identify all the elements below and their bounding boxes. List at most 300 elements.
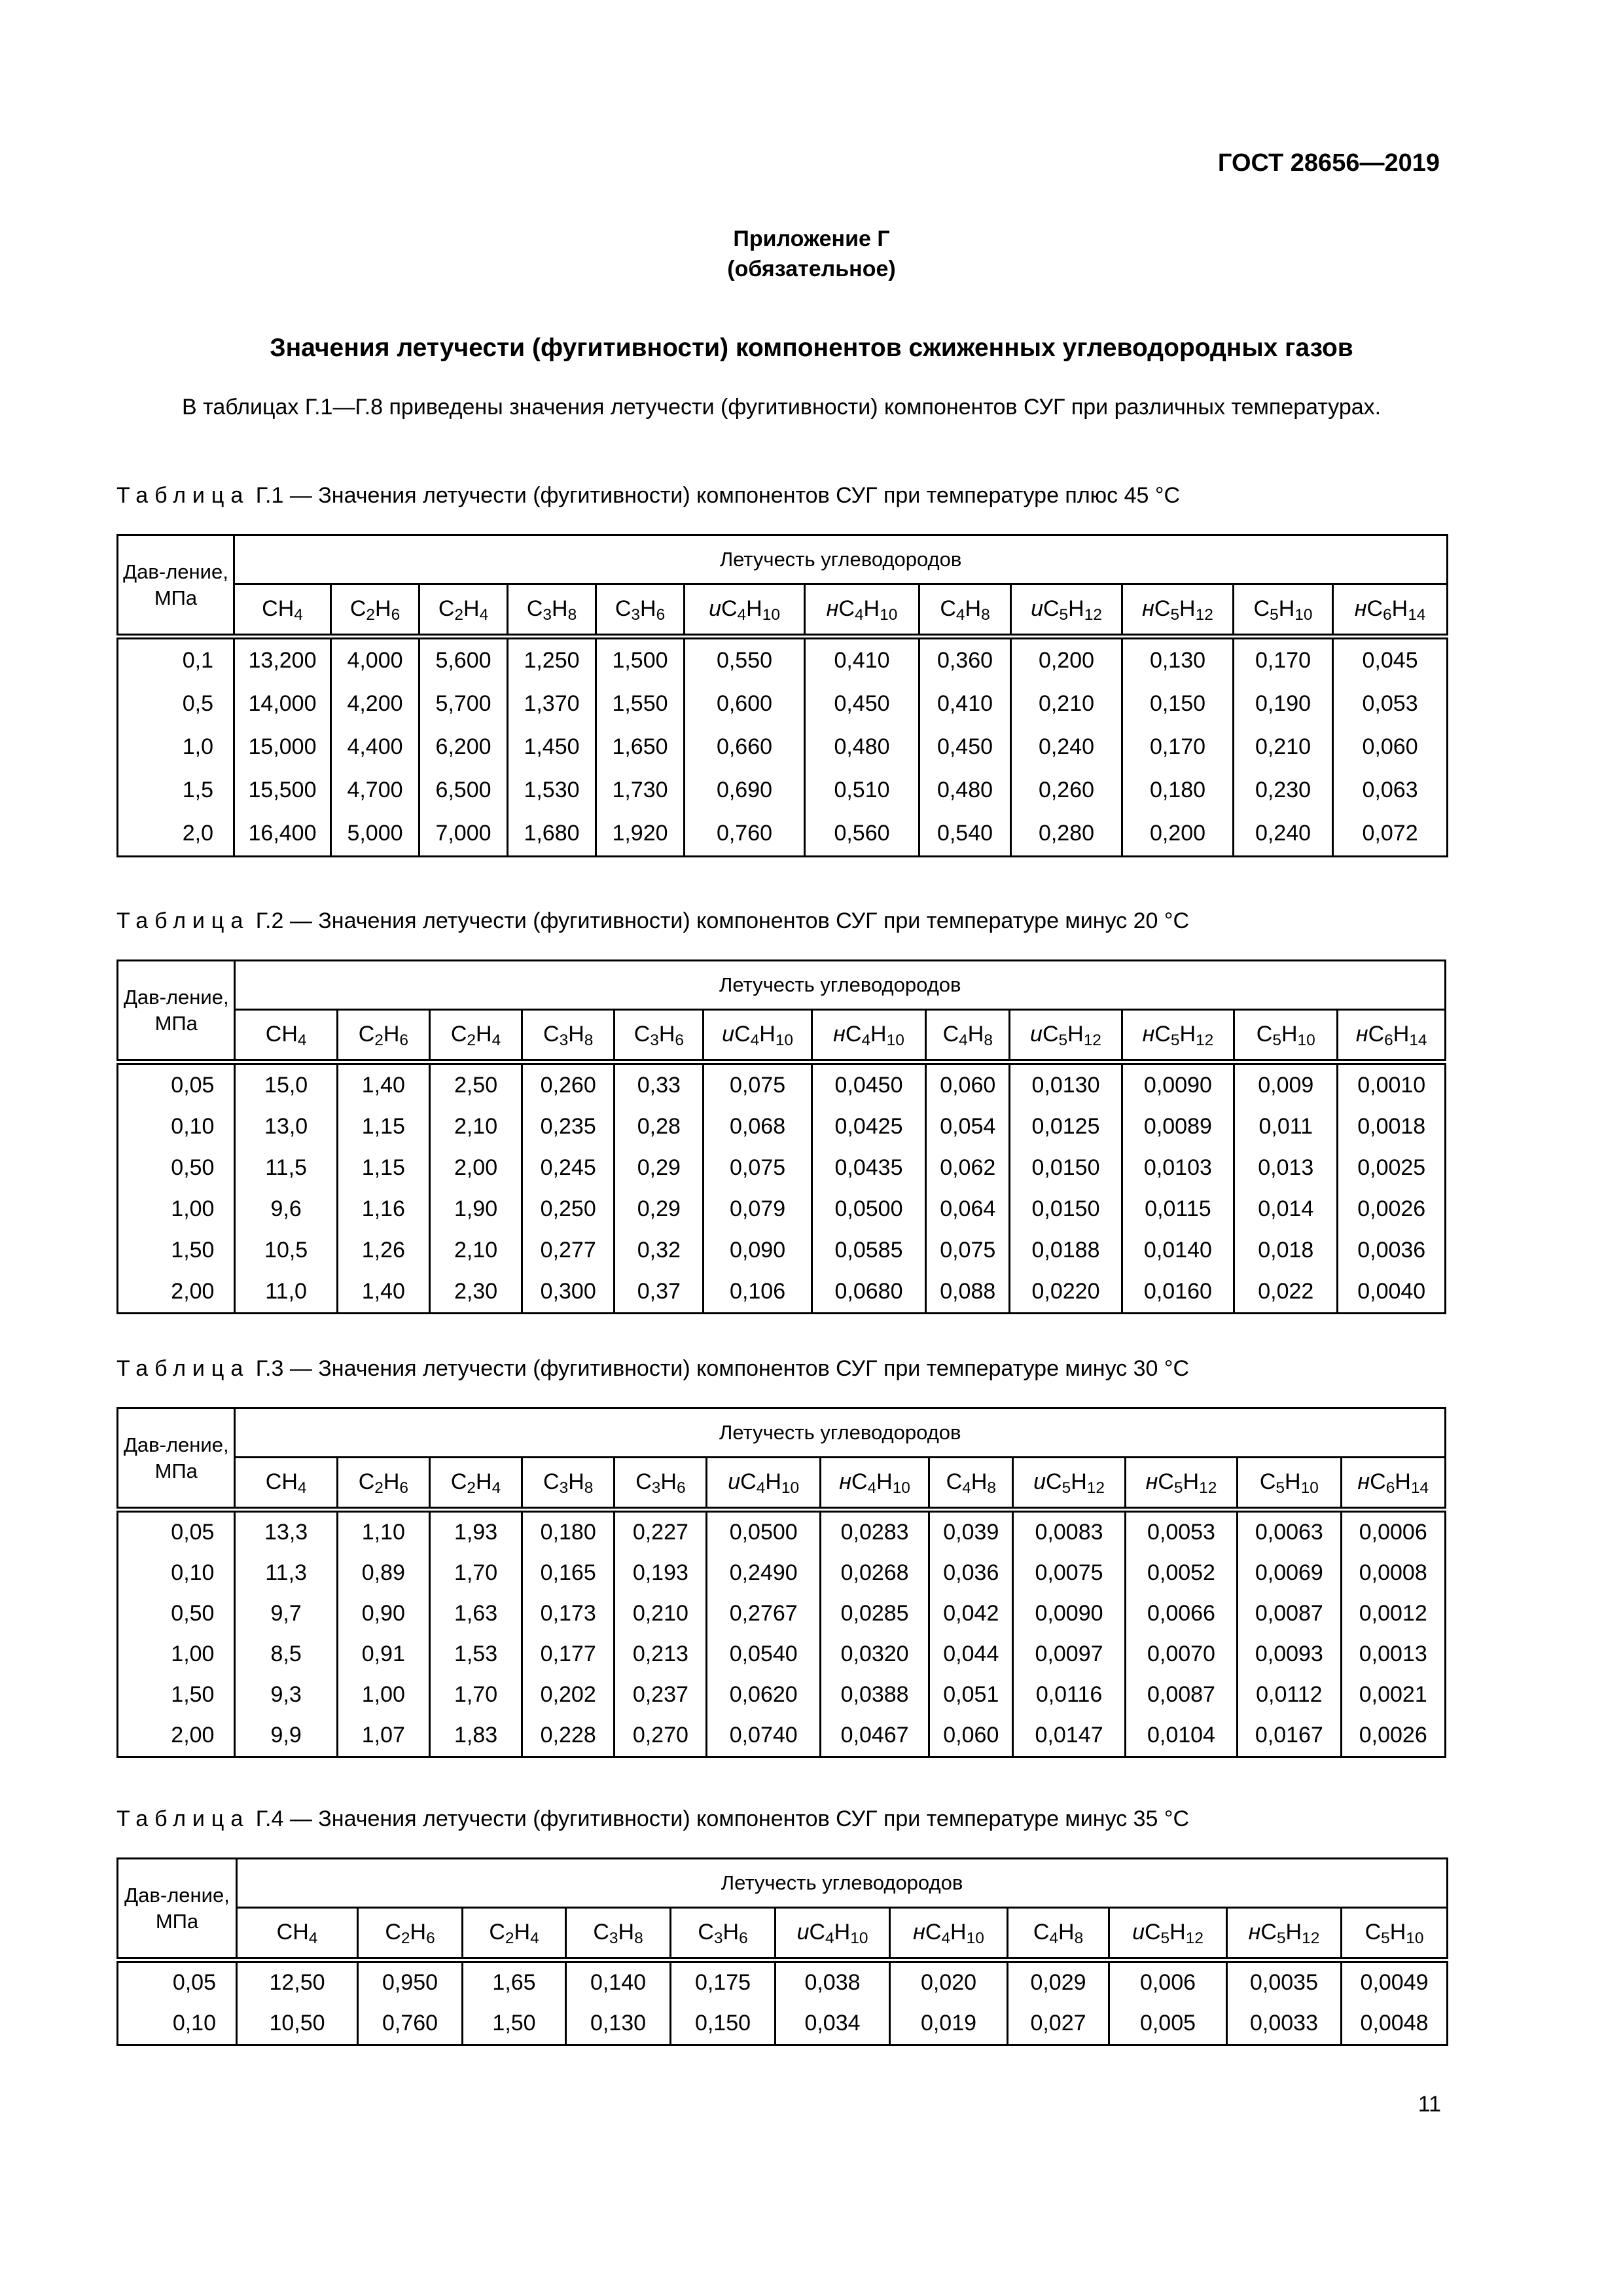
value-cell: 0,0089 — [1122, 1106, 1234, 1147]
value-cell: 1,07 — [337, 1715, 429, 1757]
value-cell: 0,33 — [615, 1062, 704, 1107]
value-cell: 0,062 — [926, 1147, 1010, 1189]
pressure-cell: 0,50 — [118, 1594, 235, 1634]
value-cell: 0,072 — [1333, 812, 1448, 857]
pressure-cell: 1,00 — [118, 1189, 235, 1230]
table-label: Таблица — [116, 483, 250, 508]
value-cell: 1,550 — [596, 683, 685, 726]
column-header: $иC_5H_{12}$ — [1011, 584, 1122, 637]
value-cell: 0,150 — [1122, 683, 1234, 726]
value-cell: 0,28 — [615, 1106, 704, 1147]
value-cell: 0,0740 — [707, 1715, 820, 1757]
value-cell: 0,075 — [704, 1062, 812, 1107]
value-cell: 0,0048 — [1342, 2003, 1448, 2045]
value-cell: 0,053 — [1333, 683, 1448, 726]
column-header: $иC_4H_{10}$ — [685, 584, 805, 637]
table-caption-4 — [116, 1806, 1189, 1832]
table-caption-2 — [116, 908, 1189, 934]
value-cell: 1,00 — [337, 1675, 429, 1715]
pressure-cell: 2,00 — [118, 1271, 235, 1314]
value-cell: 0,0125 — [1010, 1106, 1122, 1147]
value-cell: 0,075 — [926, 1230, 1010, 1271]
pressure-header: Дав-ление, МПа — [118, 961, 235, 1062]
value-cell: 0,0150 — [1010, 1189, 1122, 1230]
annex-block — [0, 224, 1623, 284]
table-row — [118, 769, 1448, 812]
value-cell: 11,5 — [235, 1147, 337, 1189]
column-header: $нC_6H_{14}$ — [1341, 1458, 1446, 1510]
value-cell: 15,500 — [234, 769, 331, 812]
column-header: $нC_4H_{10}$ — [812, 1010, 925, 1062]
pressure-header: Дав-ление, МПа — [118, 1859, 237, 1960]
value-cell: 0,0150 — [1010, 1147, 1122, 1189]
value-cell: 0,064 — [926, 1189, 1010, 1230]
value-cell: 0,0103 — [1122, 1147, 1234, 1189]
value-cell: 0,130 — [566, 2003, 671, 2045]
value-cell: 0,0188 — [1010, 1230, 1122, 1271]
value-cell: 0,360 — [919, 637, 1011, 683]
value-cell: 1,10 — [337, 1510, 429, 1554]
value-cell: 1,680 — [508, 812, 596, 857]
value-cell: 0,0147 — [1013, 1715, 1125, 1757]
value-cell: 0,240 — [1011, 726, 1122, 769]
column-header: $C_4H_8$ — [929, 1458, 1013, 1510]
value-cell: 0,235 — [522, 1106, 615, 1147]
value-cell: 0,0435 — [812, 1147, 925, 1189]
value-cell: 1,920 — [596, 812, 685, 857]
value-cell: 1,730 — [596, 769, 685, 812]
value-cell: 13,200 — [234, 637, 331, 683]
column-header: $иC_5H_{12}$ — [1109, 1908, 1227, 1960]
column-header: $C_2H_4$ — [463, 1908, 566, 1960]
value-cell: 0,0066 — [1125, 1594, 1237, 1634]
value-cell: 4,400 — [331, 726, 419, 769]
value-cell: 0,0283 — [820, 1510, 929, 1554]
pressure-header: Дав-ление, МПа — [118, 1408, 235, 1510]
value-cell: 0,0112 — [1238, 1675, 1341, 1715]
column-header: $C_2H_6$ — [337, 1010, 429, 1062]
value-cell: 1,53 — [429, 1634, 522, 1675]
value-cell: 9,3 — [235, 1675, 337, 1715]
value-cell: 0,075 — [704, 1147, 812, 1189]
value-cell: 0,550 — [685, 637, 805, 683]
value-cell: 1,70 — [429, 1675, 522, 1715]
value-cell: 2,10 — [429, 1230, 522, 1271]
pressure-cell: 0,05 — [118, 1062, 235, 1107]
value-cell: 0,034 — [776, 2003, 890, 2045]
column-header: $C_3H_6$ — [615, 1010, 704, 1062]
value-cell: 0,89 — [337, 1553, 429, 1594]
table-row — [118, 637, 1448, 683]
value-cell: 0,950 — [358, 1960, 463, 2004]
value-cell: 0,175 — [671, 1960, 776, 2004]
pressure-cell: 1,00 — [118, 1634, 235, 1675]
value-cell: 1,500 — [596, 637, 685, 683]
value-cell: 0,270 — [615, 1715, 707, 1757]
value-cell: 0,37 — [615, 1271, 704, 1314]
value-cell: 4,200 — [331, 683, 419, 726]
value-cell: 0,0087 — [1125, 1675, 1237, 1715]
column-header: $C_4H_8$ — [926, 1010, 1010, 1062]
pressure-cell: 0,5 — [118, 683, 234, 726]
value-cell: 13,3 — [235, 1510, 337, 1554]
value-cell: 0,210 — [615, 1594, 707, 1634]
value-cell: 0,0467 — [820, 1715, 929, 1757]
value-cell: 0,210 — [1234, 726, 1333, 769]
value-cell: 15,0 — [235, 1062, 337, 1107]
table-caption-1 — [116, 483, 1180, 509]
table-caption-text: Г.4 — Значения летучести (фугитивности) компонентов СУГ при температуре минус 35 °С — [255, 1806, 1190, 1831]
value-cell: 0,600 — [685, 683, 805, 726]
column-header: $C_2H_6$ — [331, 584, 419, 637]
column-header: $C_2H_4$ — [429, 1010, 522, 1062]
value-cell: 0,014 — [1234, 1189, 1338, 1230]
value-cell: 0,0680 — [812, 1271, 925, 1314]
value-cell: 0,0033 — [1227, 2003, 1342, 2045]
value-cell: 0,560 — [805, 812, 919, 857]
column-header: $иC_5H_{12}$ — [1010, 1010, 1122, 1062]
column-header: $CH_4$ — [235, 1458, 337, 1510]
value-cell: 0,0090 — [1122, 1062, 1234, 1107]
value-cell: 0,0069 — [1238, 1553, 1341, 1594]
value-cell: 0,0026 — [1338, 1189, 1446, 1230]
value-cell: 0,0093 — [1238, 1634, 1341, 1675]
column-header: $C_4H_8$ — [919, 584, 1011, 637]
value-cell: 1,250 — [508, 637, 596, 683]
value-cell: 4,700 — [331, 769, 419, 812]
table-label: Таблица — [116, 908, 250, 933]
value-cell: 12,50 — [237, 1960, 358, 2004]
value-cell: 0,068 — [704, 1106, 812, 1147]
table-row — [118, 1271, 1446, 1314]
value-cell: 10,5 — [235, 1230, 337, 1271]
table-caption-text: Г.1 — Значения летучести (фугитивности) компонентов СУГ при температуре плюс 45 °С — [255, 483, 1181, 508]
value-cell: 0,079 — [704, 1189, 812, 1230]
value-cell: 0,0585 — [812, 1230, 925, 1271]
value-cell: 1,70 — [429, 1553, 522, 1594]
value-cell: 0,0500 — [707, 1510, 820, 1554]
value-cell: 0,90 — [337, 1594, 429, 1634]
value-cell: 0,0115 — [1122, 1189, 1234, 1230]
value-cell: 0,029 — [1008, 1960, 1109, 2004]
value-cell: 1,15 — [337, 1106, 429, 1147]
table-row — [118, 683, 1448, 726]
value-cell: 0,230 — [1234, 769, 1333, 812]
value-cell: 0,0160 — [1122, 1271, 1234, 1314]
value-cell: 0,190 — [1234, 683, 1333, 726]
value-cell: 0,213 — [615, 1634, 707, 1675]
value-cell: 0,005 — [1109, 2003, 1227, 2045]
value-cell: 0,177 — [522, 1634, 615, 1675]
column-header: $иC_5H_{12}$ — [1013, 1458, 1125, 1510]
pressure-cell: 0,10 — [118, 2003, 237, 2045]
value-cell: 0,0012 — [1341, 1594, 1446, 1634]
column-header: $нC_6H_{14}$ — [1338, 1010, 1446, 1062]
value-cell: 11,3 — [235, 1553, 337, 1594]
value-cell: 0,760 — [685, 812, 805, 857]
value-cell: 0,013 — [1234, 1147, 1338, 1189]
value-cell: 0,0013 — [1341, 1634, 1446, 1675]
value-cell: 0,280 — [1011, 812, 1122, 857]
pressure-cell: 0,10 — [118, 1106, 235, 1147]
value-cell: 2,50 — [429, 1062, 522, 1107]
value-cell: 0,011 — [1234, 1106, 1338, 1147]
value-cell: 1,450 — [508, 726, 596, 769]
pressure-cell: 0,05 — [118, 1510, 235, 1554]
value-cell: 2,30 — [429, 1271, 522, 1314]
table-g4 — [116, 1857, 1448, 2046]
value-cell: 0,0097 — [1013, 1634, 1125, 1675]
pressure-cell: 0,05 — [118, 1960, 237, 2004]
column-header: $C_5H_{10}$ — [1238, 1458, 1341, 1510]
value-cell: 0,277 — [522, 1230, 615, 1271]
value-cell: 0,042 — [929, 1594, 1013, 1634]
value-cell: 0,0083 — [1013, 1510, 1125, 1554]
pressure-cell: 2,0 — [118, 812, 234, 857]
column-header: $C_2H_6$ — [337, 1458, 429, 1510]
value-cell: 0,0070 — [1125, 1634, 1237, 1675]
value-cell: 11,0 — [235, 1271, 337, 1314]
value-cell: 4,000 — [331, 637, 419, 683]
value-cell: 1,65 — [463, 1960, 566, 2004]
value-cell: 0,0049 — [1342, 1960, 1448, 2004]
table-g3 — [116, 1407, 1446, 1758]
value-cell: 1,83 — [429, 1715, 522, 1757]
value-cell: 15,000 — [234, 726, 331, 769]
column-header: $C_3H_6$ — [615, 1458, 707, 1510]
table-row — [118, 1634, 1446, 1675]
pressure-header: Дав-ление, МПа — [118, 535, 234, 637]
column-header: $C_2H_4$ — [429, 1458, 522, 1510]
value-cell: 0,0268 — [820, 1553, 929, 1594]
value-cell: 0,180 — [1122, 769, 1234, 812]
value-cell: 2,00 — [429, 1147, 522, 1189]
column-header: $CH_4$ — [237, 1908, 358, 1960]
column-header: $C_3H_8$ — [566, 1908, 671, 1960]
value-cell: 0,202 — [522, 1675, 615, 1715]
value-cell: 1,40 — [337, 1062, 429, 1107]
value-cell: 0,245 — [522, 1147, 615, 1189]
value-cell: 0,237 — [615, 1675, 707, 1715]
value-cell: 0,0036 — [1338, 1230, 1446, 1271]
value-cell: 0,0035 — [1227, 1960, 1342, 2004]
value-cell: 0,063 — [1333, 769, 1448, 812]
value-cell: 2,10 — [429, 1106, 522, 1147]
column-header: $C_2H_6$ — [358, 1908, 463, 1960]
value-cell: 0,0040 — [1338, 1271, 1446, 1314]
value-cell: 0,29 — [615, 1189, 704, 1230]
pressure-cell: 0,10 — [118, 1553, 235, 1594]
value-cell: 0,054 — [926, 1106, 1010, 1147]
value-cell: 5,700 — [419, 683, 508, 726]
value-cell: 0,29 — [615, 1147, 704, 1189]
value-cell: 0,045 — [1333, 637, 1448, 683]
table-row — [118, 1675, 1446, 1715]
value-cell: 0,038 — [776, 1960, 890, 2004]
table-g1 — [116, 534, 1448, 857]
table-row — [118, 1510, 1446, 1554]
value-cell: 0,173 — [522, 1594, 615, 1634]
table-row — [118, 1715, 1446, 1757]
value-cell: 1,26 — [337, 1230, 429, 1271]
value-cell: 0,250 — [522, 1189, 615, 1230]
column-header: $нC_5H_{12}$ — [1122, 1010, 1234, 1062]
value-cell: 0,036 — [929, 1553, 1013, 1594]
value-cell: 1,530 — [508, 769, 596, 812]
value-cell: 0,0388 — [820, 1675, 929, 1715]
value-cell: 5,600 — [419, 637, 508, 683]
value-cell: 0,0500 — [812, 1189, 925, 1230]
table-g2 — [116, 960, 1446, 1314]
value-cell: 0,410 — [805, 637, 919, 683]
value-cell: 0,090 — [704, 1230, 812, 1271]
value-cell: 0,0320 — [820, 1634, 929, 1675]
value-cell: 0,0620 — [707, 1675, 820, 1715]
column-header: $нC_5H_{12}$ — [1125, 1458, 1237, 1510]
column-header: $иC_4H_{10}$ — [707, 1458, 820, 1510]
value-cell: 0,060 — [929, 1715, 1013, 1757]
group-header: Летучесть углеводородов — [234, 535, 1448, 584]
column-header: $иC_4H_{10}$ — [704, 1010, 812, 1062]
column-header: $нC_6H_{14}$ — [1333, 584, 1448, 637]
value-cell: 0,027 — [1008, 2003, 1109, 2045]
column-header: $C_4H_8$ — [1008, 1908, 1109, 1960]
column-header: $CH_4$ — [234, 584, 331, 637]
value-cell: 0,165 — [522, 1553, 615, 1594]
value-cell: 0,0220 — [1010, 1271, 1122, 1314]
value-cell: 0,130 — [1122, 637, 1234, 683]
value-cell: 0,019 — [890, 2003, 1008, 2045]
value-cell: 0,91 — [337, 1634, 429, 1675]
value-cell: 0,0006 — [1341, 1510, 1446, 1554]
value-cell: 6,500 — [419, 769, 508, 812]
value-cell: 0,044 — [929, 1634, 1013, 1675]
column-header: $C_2H_4$ — [419, 584, 508, 637]
group-header: Летучесть углеводородов — [235, 961, 1446, 1010]
value-cell: 0,690 — [685, 769, 805, 812]
column-header: $C_3H_8$ — [522, 1458, 615, 1510]
value-cell: 0,210 — [1011, 683, 1122, 726]
value-cell: 0,0021 — [1341, 1675, 1446, 1715]
table-row — [118, 1230, 1446, 1271]
column-header: $C_3H_8$ — [522, 1010, 615, 1062]
value-cell: 0,480 — [919, 769, 1011, 812]
value-cell: 0,2767 — [707, 1594, 820, 1634]
table-row — [118, 1062, 1446, 1107]
page-number: 11 — [1418, 2092, 1441, 2117]
value-cell: 1,40 — [337, 1271, 429, 1314]
value-cell: 0,088 — [926, 1271, 1010, 1314]
value-cell: 1,63 — [429, 1594, 522, 1634]
value-cell: 0,006 — [1109, 1960, 1227, 2004]
value-cell: 0,2490 — [707, 1553, 820, 1594]
pressure-cell: 1,50 — [118, 1230, 235, 1271]
group-header: Летучесть углеводородов — [237, 1859, 1448, 1908]
value-cell: 9,7 — [235, 1594, 337, 1634]
value-cell: 0,0053 — [1125, 1510, 1237, 1554]
intro-paragraph: В таблицах Г.1—Г.8 приведены значения летучести (фугитивности) компонентов СУГ при различных температурах. — [182, 395, 1382, 420]
value-cell: 0,022 — [1234, 1271, 1338, 1314]
value-cell: 0,32 — [615, 1230, 704, 1271]
table-caption-text: Г.3 — Значения летучести (фугитивности) компонентов СУГ при температуре минус 30 °С — [255, 1356, 1190, 1381]
value-cell: 5,000 — [331, 812, 419, 857]
table-label: Таблица — [116, 1356, 250, 1381]
value-cell: 0,0087 — [1238, 1594, 1341, 1634]
standard-number: ГОСТ 28656—2019 — [1217, 149, 1440, 177]
value-cell: 0,0116 — [1013, 1675, 1125, 1715]
value-cell: 0,0090 — [1013, 1594, 1125, 1634]
column-header: $C_3H_6$ — [596, 584, 685, 637]
value-cell: 1,16 — [337, 1189, 429, 1230]
value-cell: 0,200 — [1122, 812, 1234, 857]
table-row — [118, 1106, 1446, 1147]
pressure-cell: 1,5 — [118, 769, 234, 812]
value-cell: 0,0010 — [1338, 1062, 1446, 1107]
table-caption-text: Г.2 — Значения летучести (фугитивности) компонентов СУГ при температуре минус 20 °С — [255, 908, 1190, 933]
value-cell: 0,0167 — [1238, 1715, 1341, 1757]
value-cell: 0,227 — [615, 1510, 707, 1554]
column-header: $C_3H_6$ — [671, 1908, 776, 1960]
pressure-cell: 2,00 — [118, 1715, 235, 1757]
value-cell: 0,009 — [1234, 1062, 1338, 1107]
column-header: $нC_5H_{12}$ — [1122, 584, 1234, 637]
value-cell: 0,0026 — [1341, 1715, 1446, 1757]
table-row — [118, 1594, 1446, 1634]
table-row — [118, 726, 1448, 769]
value-cell: 0,150 — [671, 2003, 776, 2045]
column-header: $C_5H_{10}$ — [1234, 584, 1333, 637]
value-cell: 0,300 — [522, 1271, 615, 1314]
table-row — [118, 1553, 1446, 1594]
column-header: $нC_5H_{12}$ — [1227, 1908, 1342, 1960]
value-cell: 0,0425 — [812, 1106, 925, 1147]
column-header: $C_5H_{10}$ — [1234, 1010, 1338, 1062]
value-cell: 9,9 — [235, 1715, 337, 1757]
value-cell: 0,020 — [890, 1960, 1008, 2004]
pressure-cell: 0,1 — [118, 637, 234, 683]
value-cell: 1,370 — [508, 683, 596, 726]
column-header: $нC_4H_{10}$ — [820, 1458, 929, 1510]
value-cell: 0,0075 — [1013, 1553, 1125, 1594]
annex-status: (обязательное) — [727, 257, 896, 281]
value-cell: 0,060 — [1333, 726, 1448, 769]
value-cell: 13,0 — [235, 1106, 337, 1147]
value-cell: 1,650 — [596, 726, 685, 769]
value-cell: 0,170 — [1234, 637, 1333, 683]
value-cell: 0,0285 — [820, 1594, 929, 1634]
column-header: $C_3H_8$ — [508, 584, 596, 637]
table-row — [118, 1189, 1446, 1230]
value-cell: 14,000 — [234, 683, 331, 726]
annex-title: Приложение Г — [733, 226, 890, 251]
value-cell: 0,0008 — [1341, 1553, 1446, 1594]
table-row — [118, 1960, 1448, 2004]
value-cell: 7,000 — [419, 812, 508, 857]
value-cell: 0,0140 — [1122, 1230, 1234, 1271]
table-row — [118, 1147, 1446, 1189]
value-cell: 0,660 — [685, 726, 805, 769]
pressure-cell: 1,0 — [118, 726, 234, 769]
value-cell: 0,0450 — [812, 1062, 925, 1107]
column-header: $CH_4$ — [235, 1010, 337, 1062]
value-cell: 0,480 — [805, 726, 919, 769]
value-cell: 0,0540 — [707, 1634, 820, 1675]
value-cell: 0,0130 — [1010, 1062, 1122, 1107]
value-cell: 10,50 — [237, 2003, 358, 2045]
pressure-cell: 1,50 — [118, 1675, 235, 1715]
value-cell: 0,260 — [522, 1062, 615, 1107]
value-cell: 0,170 — [1122, 726, 1234, 769]
